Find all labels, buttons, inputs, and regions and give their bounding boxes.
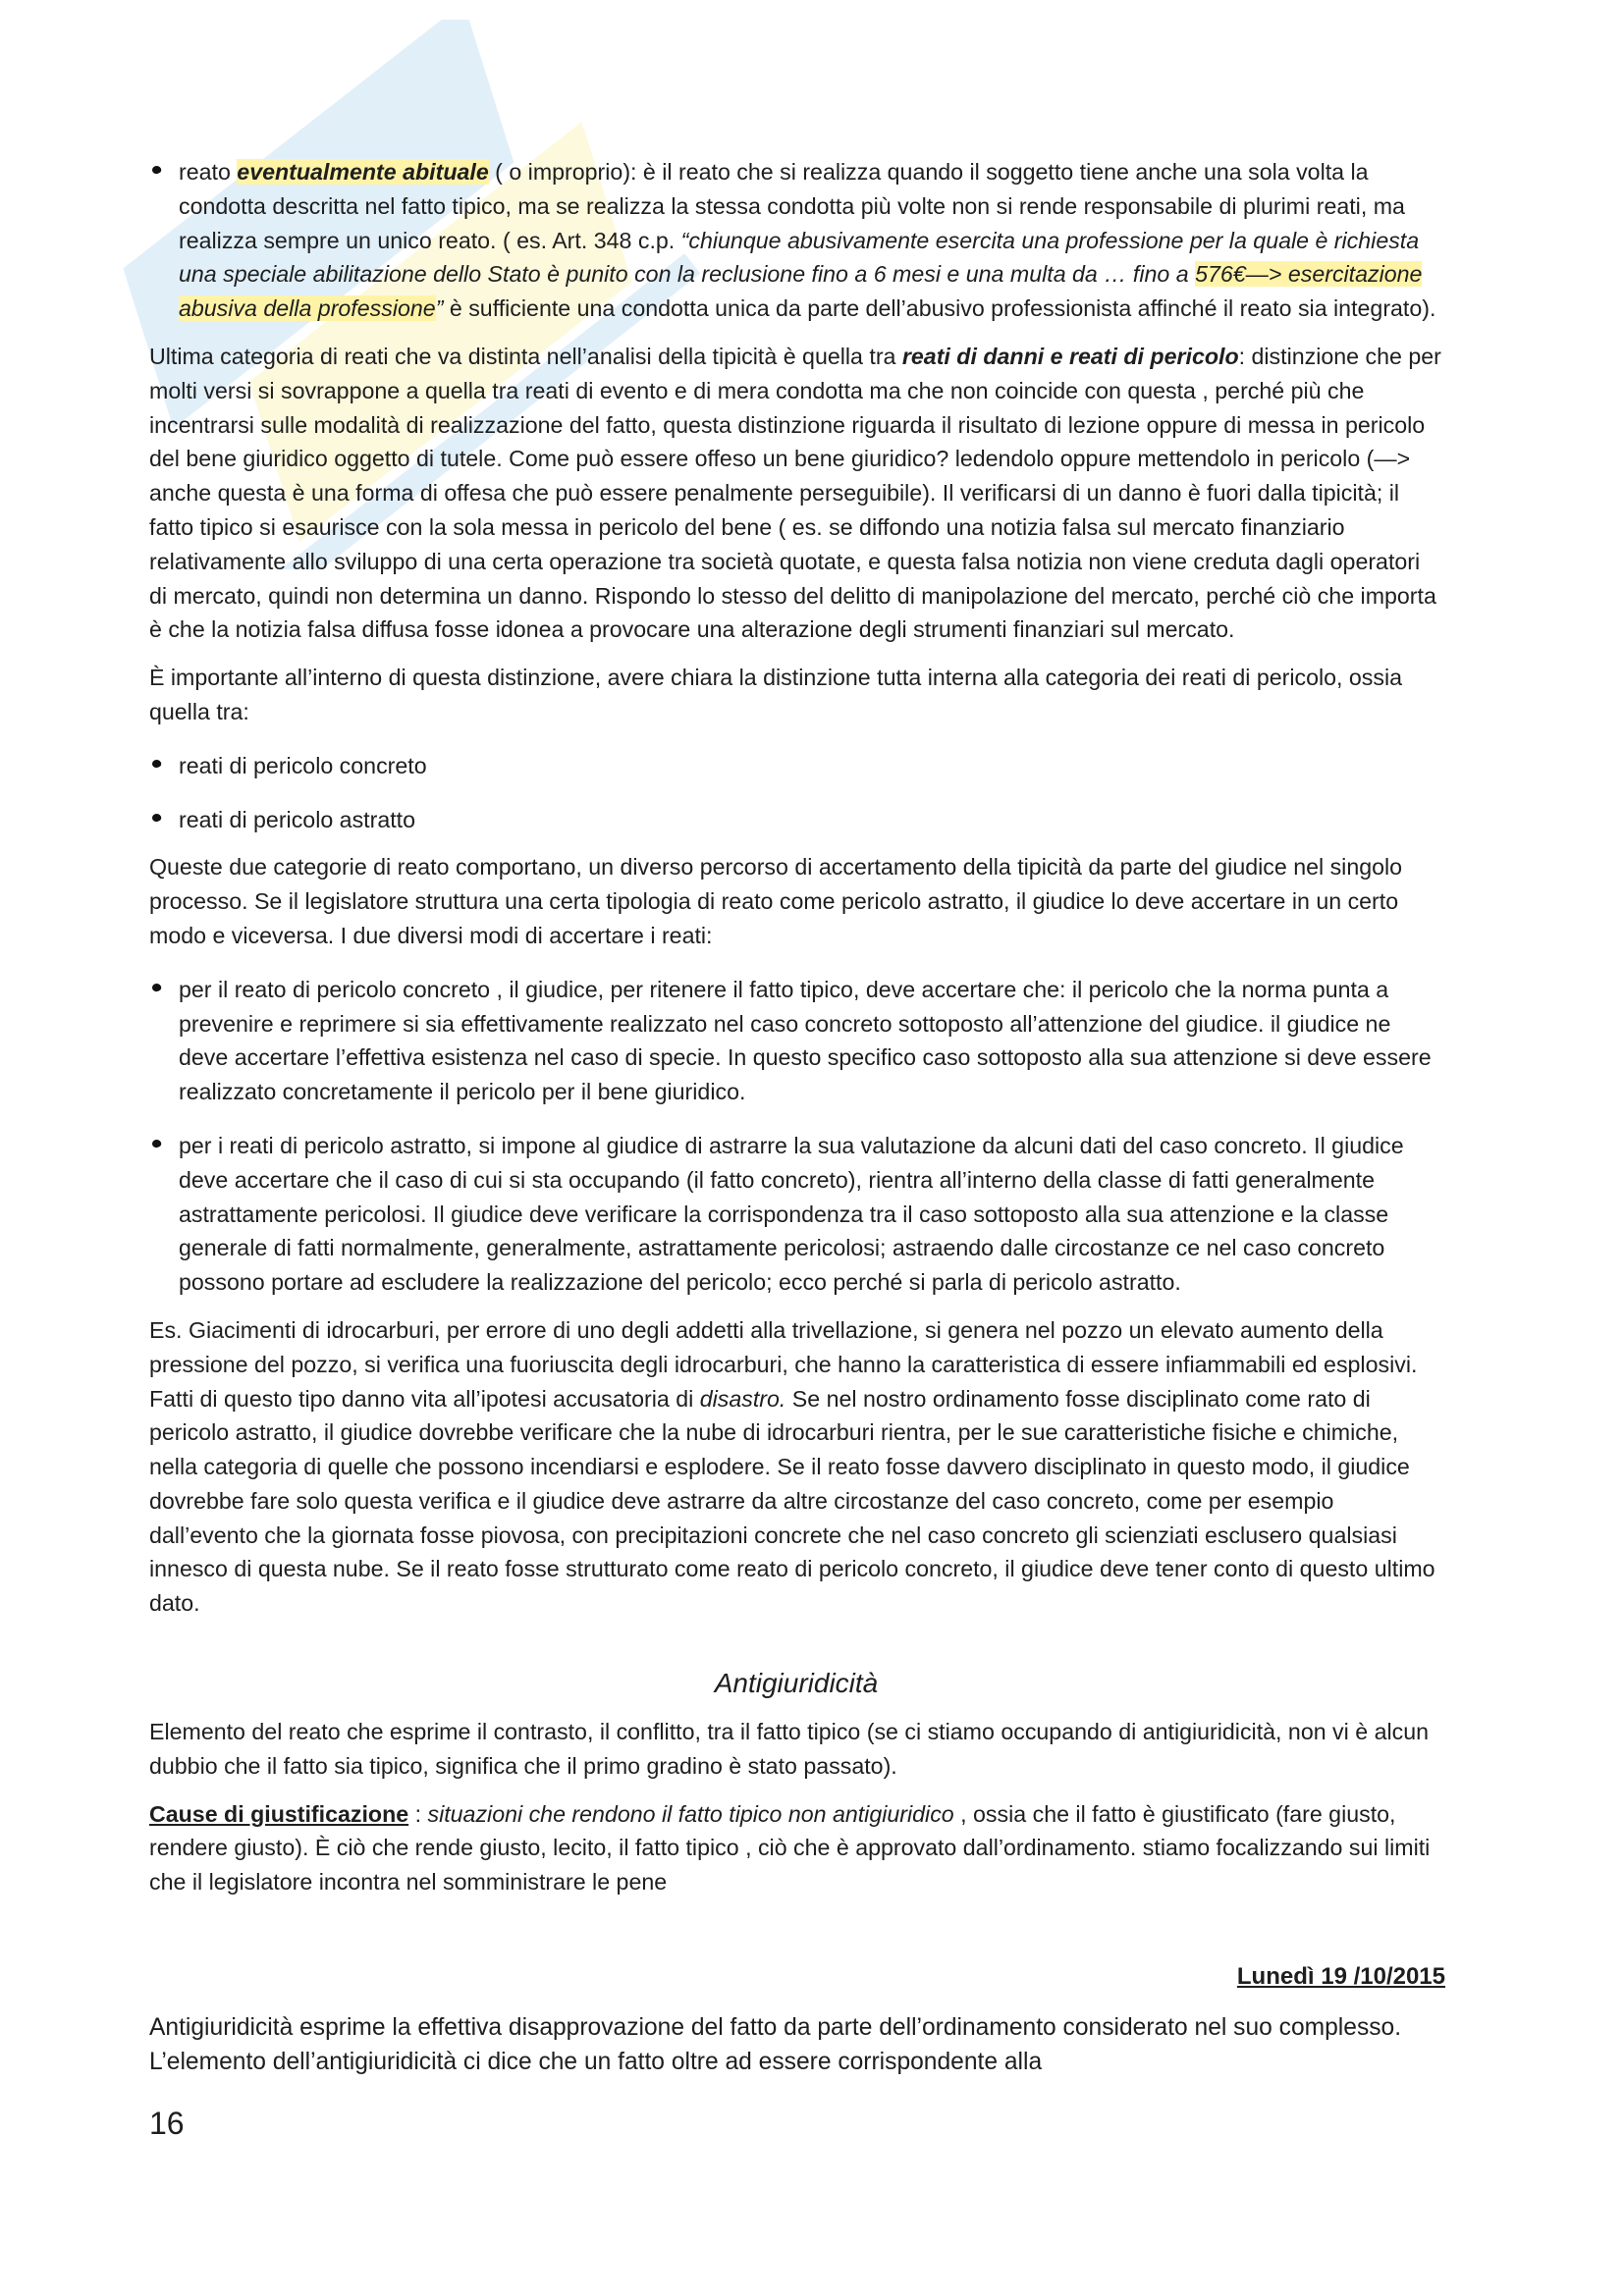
bullet-dot [151, 812, 163, 823]
list-item-pericolo-astratto: reati di pericolo astratto [149, 803, 1443, 837]
bullet-dot [151, 982, 163, 992]
paragraph-accertamento: Queste due categorie di reato comportano, un diverso percorso di accertamento della tipicità da parte del giudice nel singolo processo. Se il legislatore struttura una certa tipologia di reato come pericolo astratto, il giudice lo deve accertare in un certo modo e viceversa. I due diversi modi di accertare i reati: [149, 854, 1403, 948]
list-item-accertamento-astratto: per i reati di pericolo astratto, si impone al giudice di astrarre la sua valutazione da alcuni dati del caso concreto. Il giudice deve accertare che il caso di cui si sta occupando (il fatto concreto), rientra all’interno della classe di fatti generalmente astrattamente pericolosi. Il giudice deve verificare la corrispondenza tra il caso sottoposto alla sua attenzione e la classe generale di fatti normalmente, generalmente, astrattamente pericolosi; astraendo dalle circostanze ce nel caso concreto possono portare ad escludere la realizzazione del pericolo; ecco perché si parla di pericolo astratto. [149, 1129, 1443, 1300]
term-disastro: disastro. [699, 1385, 786, 1412]
paragraph-distinzione: È importante all’interno di questa distinzione, avere chiara la distinzione tutta interna alla categoria dei reati di pericolo, ossia quella tra: [149, 665, 1403, 724]
term-eventualmente-abituale: eventualmente abituale [237, 159, 489, 185]
paragraph-esempio-idrocarburi: Es. Giacimenti di idrocarburi, per errore di uno degli addetti alla trivellazione, si genera nel pozzo un elevato aumento della pressione del pozzo, si verifica una fuoriuscita degli idrocarburi, che hanno la caratteristica di essere infiammabili ed esplosivi. Fatti di questo tipo danno vita all’ipotesi accusatoria di disastro. Se nel nostro ordinamento fosse disciplinato come rato di pericolo astratto, il giudice dovrebbe verificare che la nube di idrocarburi rientra, per le sue caratteristiche fisiche e chimiche, nella categoria di quelle che possono incendiarsi e esplodere. Se il reato fosse davvero disciplinato in questo modo, il giudice dovrebbe fare solo questa verifica e il giudice deve astrarre da altre circostanze del caso concreto, come per esempio dall’evento che la giornata fosse piovosa, con precipitazioni concrete che nel caso concreto gli scienziati esclusero qualsiasi innesco di questa nube. Se il reato fosse strutturato come reato di pericolo concreto, il giudice deve tener conto di questo ultimo dato. [149, 1316, 1435, 1617]
page-content [149, 155, 1443, 1913]
section-heading: Antigiuridicità [714, 1668, 879, 1699]
list-item-accertamento-concreto: per il reato di pericolo concreto , il giudice, per ritenere il fatto tipico, deve accertare che: il pericolo che la norma punta a prevenire e reprimere si sia effettivamente realizzato nel caso concreto sottoposto all’attenzione del giudice. il giudice ne deve accertare l’effettiva esistenza nel caso di specie. In questo specifico caso sottoposto alla sua attenzione si deve essere realizzato concretamente il pericolo per il bene giuridico. [149, 973, 1443, 1109]
term-cause-giustificazione: Cause di giustificazione [149, 1800, 409, 1827]
list-item-pericolo-concreto: reati di pericolo concreto [149, 749, 1443, 783]
paragraph-antigiuridicita: Elemento del reato che esprime il contrasto, il conflitto, tra il fatto tipico (se ci stiamo occupando di antigiuridicità, non vi è alcun dubbio che il fatto sia tipico, significa che il primo gradino è stato passato). [149, 1719, 1430, 1779]
paragraph-disapprovazione: Antigiuridicità esprime la effettiva disapprovazione del fatto da parte dell’ordinamento considerato nel suo complesso. L’elemento dell’antigiuridicità ci dice che un fatto oltre ad essere corrispondente alla [149, 2014, 1402, 2075]
paragraph-reati-danno-pericolo: Ultima categoria di reati che va distinta nell’analisi della tipicità è quella tra reati di danni e reati di pericolo: distinzione che per molti versi si sovrappone a quella tra reati di evento e di mera condotta ma che non coincide con questa , perché più che incentrarsi sulle modalità di realizzazione del fatto, questa distinzione riguarda il risultato di lezione oppure di messa in pericolo del bene giuridico oggetto di tutele. Come può essere offeso un bene giuridico? ledendolo oppure mettendolo in pericolo (—> anche questa è una forma di offesa che può essere penalmente perseguibile). Il verificarsi di un danno è fuori dalla tipicità; il fatto tipico si esaurisce con la sola messa in pericolo del bene ( es. se diffondo una notizia falsa sul mercato finanziario relativamente allo sviluppo di una certa operazione tra società quotate, e questa falsa notizia non viene creduta dagli operatori di mercato, quindi non determina un danno. Rispondo lo stesso del delitto di manipolazione del mercato, perché ciò che importa è che la notizia falsa diffusa fosse idonea a provocare una alterazione degli strumenti finanziari sul mercato. [149, 343, 1441, 643]
bullet-dot [151, 758, 163, 769]
lecture-date: Lunedì 19 /10/2015 [1236, 1963, 1445, 1990]
page-number: 16 [149, 2106, 185, 2141]
highlight-quote: 576€—> esercitazione abusiva della professione [179, 261, 1423, 322]
paragraph-cause-giustificazione: Cause di giustificazione : situazioni che rendono il fatto tipico non antigiuridico , ossia che il fatto è giustificato (fare giusto, rendere giusto). È ciò che rende giusto, lecito, il fatto tipico , ciò che è approvato dall’ordinamento. stiamo focalizzando sui limiti che il legislatore incontra nel somministrare le pene [149, 1800, 1431, 1896]
bullet-dot [151, 1138, 163, 1148]
term-reati-danni-pericolo: reati di danni e reati di pericolo [901, 343, 1239, 369]
list-item-eventualmente-abituale: reato eventualmente abituale ( o improprio): è il reato che si realizza quando il soggetto tiene anche una sola volta la condotta descritta nel fatto tipico, ma se realizza la stessa condotta più volte non si rende responsabile di plurimi reati, ma realizza sempre un unico reato. ( es. Art. 348 c.p. “chiunque abusivamente esercita una professione per la quale è richiesta una speciale abilitazione dello Stato è punito con la reclusione fino a 6 mesi e una multa da … fino a 576€—> esercitazione abusiva della professione” è sufficiente una condotta unica da parte dell’abusivo professionista affinché il reato sia integrato). [149, 155, 1443, 326]
bullet-dot [151, 164, 163, 175]
